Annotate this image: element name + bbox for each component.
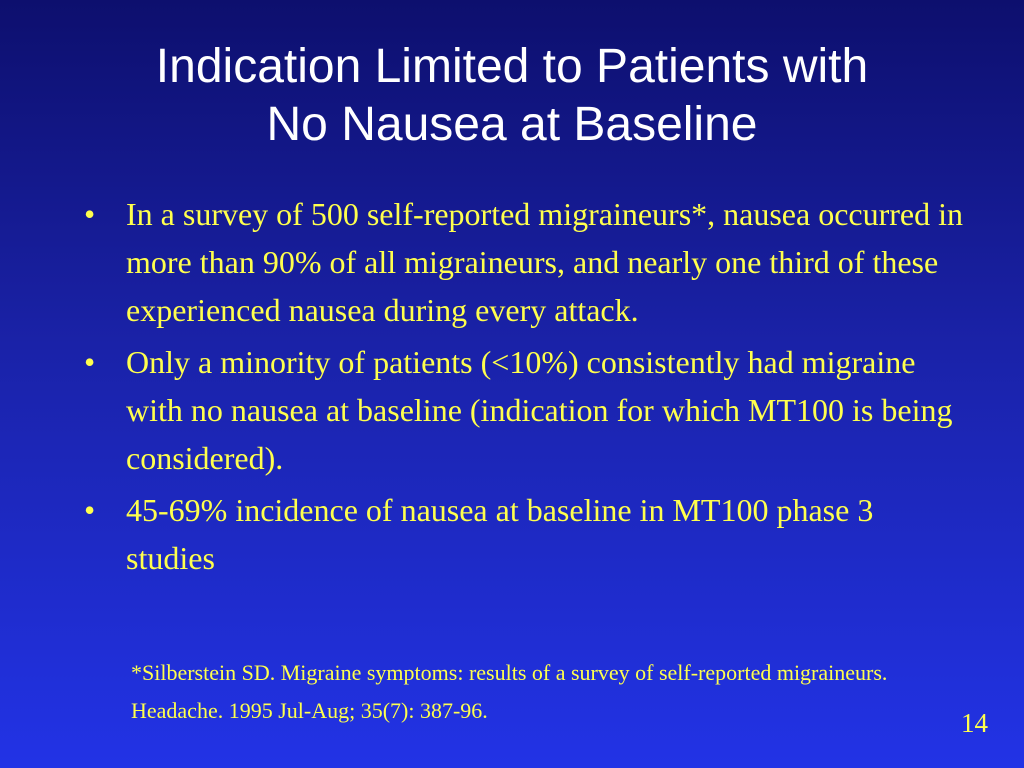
bullet-dot-icon: • (84, 344, 96, 380)
bullet-dot-icon: • (84, 196, 96, 232)
page-number: 14 (961, 708, 988, 738)
bullet-list (84, 190, 964, 586)
bullet-text: 45-69% incidence of nausea at baseline in MT100 phase 3 studies (126, 492, 874, 576)
slide-title (40, 38, 984, 154)
bullet-item (84, 486, 964, 582)
bullet-text: In a survey of 500 self-reported migraineurs*, nausea occurred in more than 90% of all migraineurs, and nearly one third of these experienced nausea during every attack. (126, 196, 964, 328)
bullet-dot-icon: • (84, 492, 96, 528)
bullet-item (84, 338, 964, 482)
bullet-item (84, 190, 964, 334)
slide-title-line-1: Indication Limited to Patients with (155, 40, 869, 93)
footnote-citation: *Silberstein SD. Migraine symptoms: results of a survey of self-reported migraineurs. Headache. 1995 Jul-Aug; 35(7): 387-96. (131, 660, 888, 723)
bullet-text: Only a minority of patients (<10%) consistently had migraine with no nausea at baseline (indication for which MT100 is being considered). (126, 344, 953, 476)
slide-title-line-2: No Nausea at Baseline (266, 98, 758, 151)
